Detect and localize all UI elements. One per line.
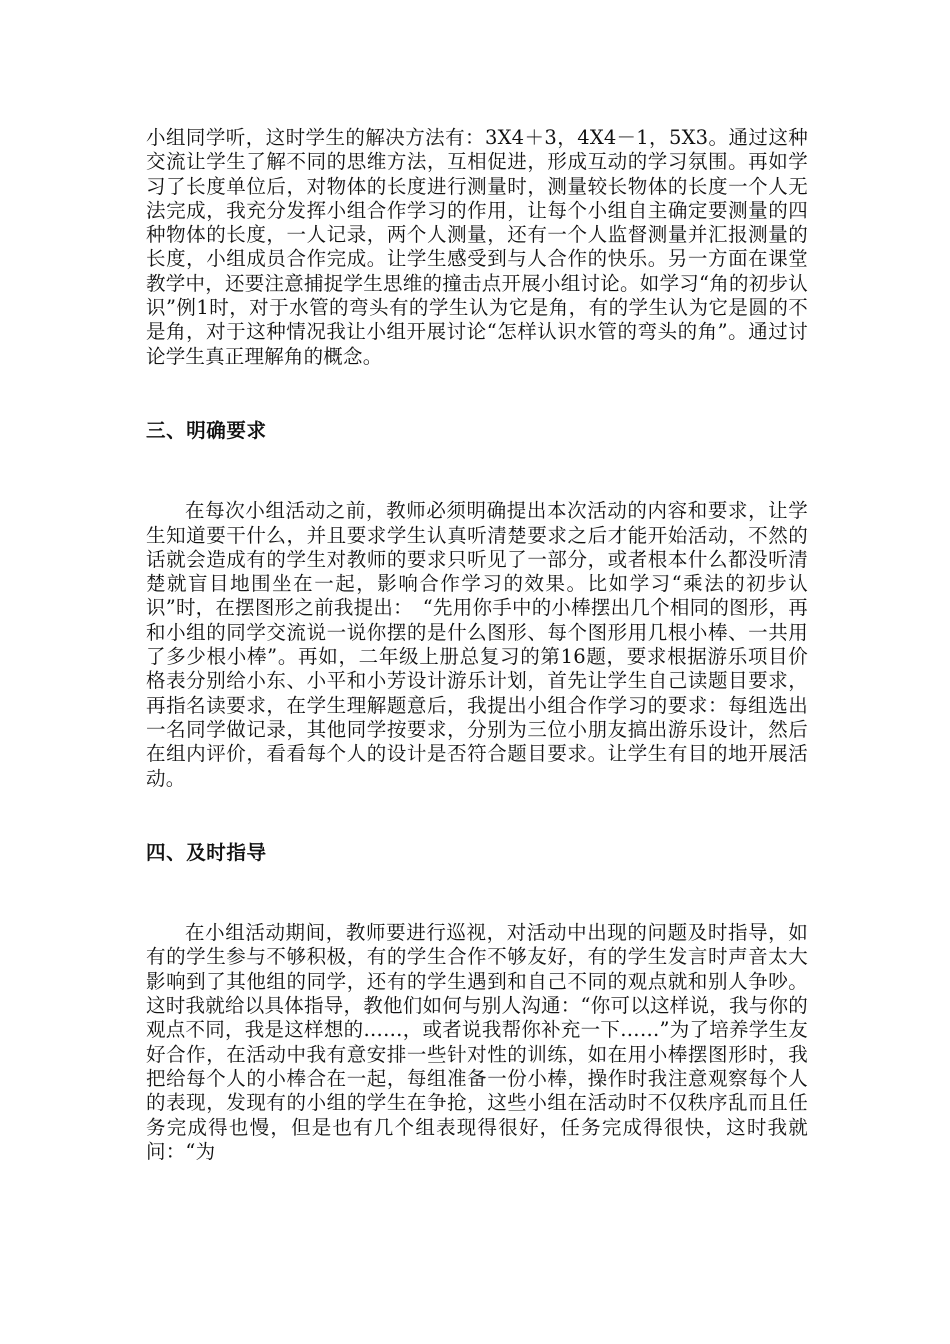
section-heading-timely-guidance: 四、及时指导 xyxy=(146,840,267,864)
body-paragraph: 小组同学听，这时学生的解决方法有：3X4＋3，4X4－1，5X3。通过这种交流让学生了解不同的思维方法，互相促进，形成互动的学习氛围。再如学习了长度单位后，对物体的长度进行测量时，测量较长物体的长度一个人无法完成，我充分发挥小组合作学习的作用，让每个小组自主确定要测量的四种物体的长度，一人记录，两个人测量，还有一个人监督测量并汇报测量的长度，小组成员合作完成。让学生感受到与人合作的快乐。另一方面在课堂教学中，还要注意捕捉学生思维的撞击点开展小组讨论。如学习“角的初步认识”例1时，对于水管的弯头有的学生认为它是角，有的学生认为它是圆的不是角，对于这种情况我让小组开展讨论“怎样认识水管的弯头的角”。通过讨论学生真正理解角的概念。 xyxy=(146,126,808,368)
section-heading-clear-requirements: 三、明确要求 xyxy=(146,418,267,442)
body-paragraph: 在每次小组活动之前，教师必须明确提出本次活动的内容和要求，让学生知道要干什么，并且要求学生认真听清楚要求之后才能开始活动，不然的话就会造成有的学生对教师的要求只听见了一部分，或者根本什么都没听清楚就盲目地围坐在一起，影响合作学习的效果。比如学习“乘法的初步认识”时，在摆图形之前我提出： “先用你手中的小棒摆出几个相同的图形，再和小组的同学交流说一说你摆的是什么图形、每个图形用几根小棒、一共用了多少根小棒”。再如，二年级上册总复习的第16题，要求根据游乐项目价格表分别给小东、小平和小芳设计游乐计划，首先让学生自己读题目要求，再指名读要求，在学生理解题意后，我提出小组合作学习的要求：每组选出一名同学做记录，其他同学按要求，分别为三位小朋友搞出游乐设计，然后在组内评价，看看每个人的设计是否符合题目要求。让学生有目的地开展活动。 xyxy=(146,499,808,790)
document-page xyxy=(146,114,808,1164)
body-paragraph: 在小组活动期间，教师要进行巡视，对活动中出现的问题及时指导，如有的学生参与不够积极，有的学生合作不够友好，有的学生发言时声音太大影响到了其他组的同学，还有的学生遇到和自己不同的观点就和别人争吵。这时我就给以具体指导，教他们如何与别人沟通：“你可以这样说，我与你的观点不同，我是这样想的……，或者说我帮你补充一下……”为了培养学生友好合作，在活动中我有意安排一些针对性的训练，如在用小棒摆图形时，我把给每个人的小棒合在一起，每组准备一份小棒，操作时我注意观察每个人的表现，发现有的小组的学生在争抢，这些小组在活动时不仅秩序乱而且任务完成得也慢，但是也有几个组表现得很好，任务完成得很快，这时我就问：“为 xyxy=(146,921,808,1163)
